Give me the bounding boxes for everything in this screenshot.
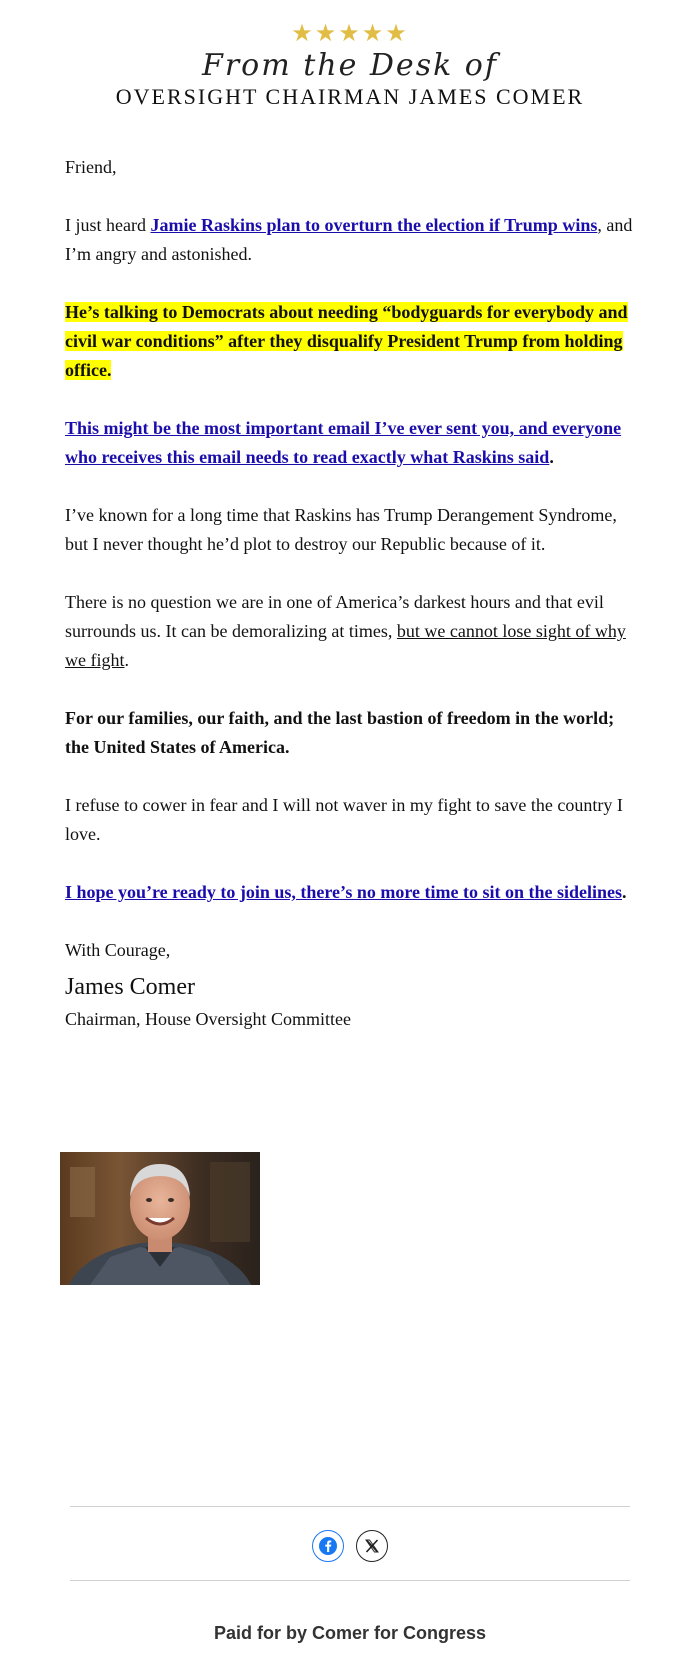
greeting: Friend,	[65, 157, 117, 177]
p3-text-after: .	[549, 447, 554, 467]
paragraph-7: I refuse to cower in fear and I will not waver in my fight to save the country I love.	[65, 795, 623, 844]
paragraph-2	[65, 298, 640, 385]
paragraph-5	[65, 588, 640, 675]
footer-divider-bottom	[70, 1580, 630, 1581]
p1-text-before: I just heard	[65, 215, 151, 235]
social-links	[0, 1530, 700, 1562]
letter-header	[0, 0, 700, 110]
important-email-link[interactable]: This might be the most important email I’ve ever sent you, and everyone who receives this email needs to read exactly what Raskins said	[65, 418, 622, 467]
p5-text-after: .	[124, 650, 129, 670]
raskins-plan-link[interactable]: Jamie Raskins plan to overturn the election if Trump wins	[150, 215, 598, 235]
closing: With Courage,	[65, 940, 171, 960]
portrait-photo	[60, 1152, 260, 1285]
footer-divider-top	[70, 1506, 630, 1507]
letter-body	[65, 153, 640, 1032]
signature-name: James Comer	[65, 974, 195, 1000]
highlighted-quote: He’s talking to Democrats about needing “bodyguards for everybody and civil war conditions” after they disqualify President Trump from holding office.	[65, 302, 628, 380]
paragraph-4: I’ve known for a long time that Raskins has Trump Derangement Syndrome, but I never thought he’d plot to destroy our Republic because of it.	[65, 505, 617, 554]
paragraph-6: For our families, our faith, and the last bastion of freedom in the world; the United States of America.	[65, 708, 615, 757]
signature-title: Chairman, House Oversight Committee	[65, 1009, 351, 1029]
header-script-title: From the Desk of	[202, 48, 498, 83]
paragraph-3	[65, 414, 640, 472]
header-subtitle: OVERSIGHT CHAIRMAN JAMES COMER	[115, 84, 585, 109]
star-rating-icon: ★★★★★	[291, 19, 409, 47]
p1-text-after: , and I’m angry and astonished.	[65, 215, 633, 264]
paid-for-disclaimer: Paid for by Comer for Congress	[213, 1623, 487, 1643]
x-icon[interactable]	[356, 1530, 388, 1562]
p5-underlined-text: but we cannot lose sight of why we fight	[65, 621, 626, 670]
join-us-link[interactable]: I hope you’re ready to join us, there’s no more time to sit on the sidelines	[65, 882, 622, 902]
p5-text-before: There is no question we are in one of America’s darkest hours and that evil surrounds us. It can be demoralizing at times,	[65, 592, 604, 641]
facebook-icon[interactable]	[312, 1530, 344, 1562]
paragraph-8	[65, 878, 640, 907]
p8-text-after: .	[621, 882, 627, 902]
paragraph-1	[65, 211, 640, 269]
